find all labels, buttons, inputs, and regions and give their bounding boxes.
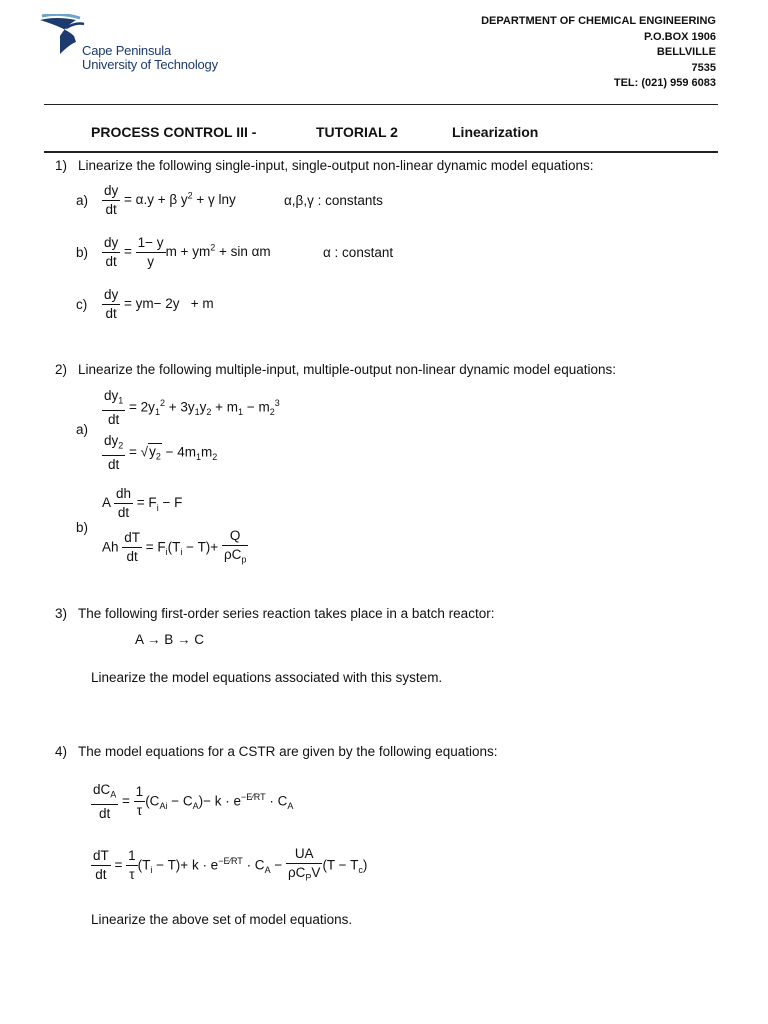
q1-number: 1) — [55, 158, 68, 173]
q2b-label: b) — [76, 520, 89, 535]
address-line: 7535 — [691, 61, 716, 74]
title-divider — [44, 151, 718, 153]
q1b-constant: α : constant — [323, 245, 394, 260]
q2a-label: a) — [76, 422, 89, 437]
q3-reaction: A → B → C — [135, 632, 205, 647]
tutorial-title: TUTORIAL 2 — [316, 124, 398, 140]
logo-line2: University of Technology — [82, 57, 218, 72]
q1b-equation: $\frac{dy}{dt}$ = $\frac{1- y}{y}$ $m + ym^2 + \sin \alpha m$ — [104, 235, 271, 269]
topic-title: Linearization — [452, 124, 539, 140]
q1a-constants: α,β,γ : constants — [284, 193, 383, 208]
address-line: P.O.BOX 1906 — [644, 30, 716, 43]
q3-number: 3) — [55, 606, 68, 621]
q1a-equation: $\frac{dy}{dt}$ = α.y + β $y^2 + \gamma$ lny — [104, 183, 236, 217]
address-line: TEL: (021) 959 6083 — [613, 77, 716, 89]
address-line: DEPARTMENT OF CHEMICAL ENGINEERING — [481, 15, 716, 27]
q2-number: 2) — [55, 362, 68, 377]
q2b-equation1: A $\frac{dh}{dt}$ = $F_i - F$ — [102, 486, 183, 520]
q1b-label: b) — [76, 245, 89, 260]
q4-number: 4) — [55, 744, 68, 759]
q3-instruction: Linearize the model equations associated with this system. — [91, 670, 443, 685]
university-name — [82, 44, 218, 72]
q2a-equation1: $\frac{dy_1}{dt}$ = $2y_1^2 + 3y_1y_2 + m_1 - m_2^3$ — [104, 388, 280, 427]
address-line: BELLVILLE — [656, 46, 716, 58]
q4-equation2: $\frac{dT}{dt}$ = $\frac{1}{\tau}$ $(T_i - T)+ k \cdot e^{-E⁄RT} \cdot C_A$ − $\frac{UA}{\rho C_PV}$ $(T - T_c)$ — [93, 846, 368, 883]
q4-text: The model equations for a CSTR are given by the following equations: — [78, 744, 498, 759]
q2b-equation2: Ah $\frac{dT}{dt}$ = $F_i(T_i - T)+$ $\frac{Q}{\rho C_p}$ — [102, 528, 247, 565]
q4-instruction: Linearize the above set of model equations. — [91, 912, 353, 927]
course-title: PROCESS CONTROL III - — [91, 124, 257, 140]
q2a-equation2: $\frac{dy_2}{dt}$ = $√y_2 - 4m_1m_2$ — [104, 433, 218, 472]
department-address — [481, 14, 716, 92]
q1a-label: a) — [76, 193, 89, 208]
q1c-label: c) — [76, 297, 88, 312]
logo-line1: Cape Peninsula — [82, 43, 171, 58]
q1-text: Linearize the following single-input, single-output non-linear dynamic model equations: — [78, 158, 594, 173]
q4-equation1: $\frac{dC_A}{dt}$ = $\frac{1}{\tau}$ $(C_{Ai} - C_A)- k \cdot e^{-E⁄RT} \cdot C_A$ — [93, 782, 294, 821]
q2-text: Linearize the following multiple-input, multiple-output non-linear dynamic model equations: — [78, 362, 617, 377]
q1c-equation: $\frac{dy}{dt}$ = ym− 2y + m — [104, 287, 214, 321]
q3-text: The following first-order series reaction takes place in a batch reactor: — [78, 606, 495, 621]
header-divider — [44, 104, 718, 105]
